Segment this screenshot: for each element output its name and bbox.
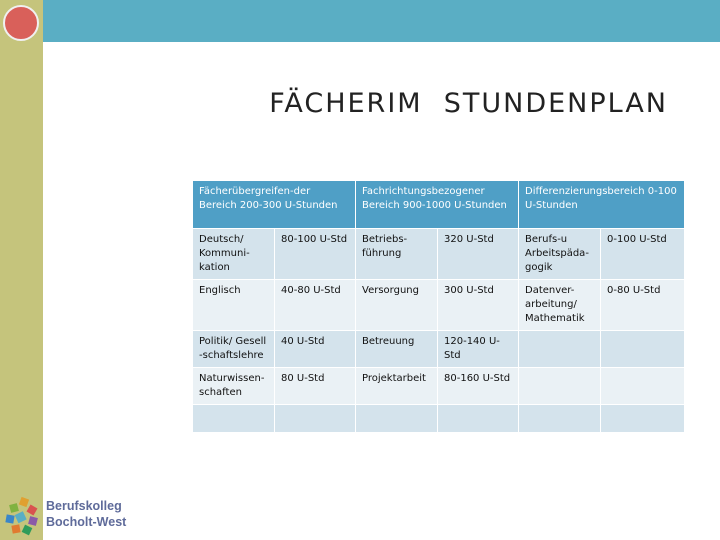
- table-cell: 80-160 U-Std: [438, 368, 519, 405]
- school-logo-icon: [4, 496, 42, 536]
- table-cell: 80 U-Std: [275, 368, 356, 405]
- table-row: [193, 280, 685, 331]
- table-cell: 40-80 U-Std: [275, 280, 356, 331]
- logo-line-1: Berufskolleg: [46, 499, 122, 513]
- table-cell: Naturwissen-schaften: [193, 368, 275, 405]
- table-cell: Deutsch/ Kommuni-kation: [193, 229, 275, 280]
- slide-title: FÄCHERIM STUNDENPLAN: [269, 88, 668, 119]
- table-cell: [356, 405, 438, 433]
- header-cell: Fächerübergreifen-der Bereich 200-300 U-Stunden: [193, 181, 356, 229]
- table-cell: Politik/ Gesell -schaftslehre: [193, 331, 275, 368]
- schedule-table: [192, 180, 685, 433]
- left-accent-band: [0, 0, 43, 540]
- table-cell: [193, 405, 275, 433]
- table-cell: Betreuung: [356, 331, 438, 368]
- top-accent-band: [0, 0, 720, 42]
- table-cell: [438, 405, 519, 433]
- table-header-row: [193, 181, 685, 229]
- table-row: [193, 331, 685, 368]
- table-cell: [601, 405, 685, 433]
- table-row: [193, 405, 685, 433]
- table-cell: [275, 405, 356, 433]
- corner-circle-decoration: [3, 5, 39, 41]
- table-cell: Berufs-u Arbeitspäda-gogik: [519, 229, 601, 280]
- table-cell: Versorgung: [356, 280, 438, 331]
- table-cell: [601, 331, 685, 368]
- table-cell: 0-100 U-Std: [601, 229, 685, 280]
- table-cell: [519, 405, 601, 433]
- table-cell: [601, 368, 685, 405]
- table-cell: 300 U-Std: [438, 280, 519, 331]
- table-cell: [519, 368, 601, 405]
- table-cell: 0-80 U-Std: [601, 280, 685, 331]
- table-cell: Betriebs-führung: [356, 229, 438, 280]
- header-cell: Fachrichtungsbezogener Bereich 900-1000 U-Stunden: [356, 181, 519, 229]
- table-row: [193, 368, 685, 405]
- table-cell: 120-140 U-Std: [438, 331, 519, 368]
- logo-text: [46, 498, 126, 530]
- table-cell: [519, 331, 601, 368]
- table-cell: Datenver-arbeitung/ Mathematik: [519, 280, 601, 331]
- table-cell: 320 U-Std: [438, 229, 519, 280]
- table-cell: 80-100 U-Std: [275, 229, 356, 280]
- table-cell: Englisch: [193, 280, 275, 331]
- header-cell: Differenzierungsbereich 0-100 U-Stunden: [519, 181, 685, 229]
- table-row: [193, 229, 685, 280]
- school-logo: [4, 496, 134, 536]
- table-cell: Projektarbeit: [356, 368, 438, 405]
- logo-line-2: Bocholt-West: [46, 515, 127, 529]
- table-cell: 40 U-Std: [275, 331, 356, 368]
